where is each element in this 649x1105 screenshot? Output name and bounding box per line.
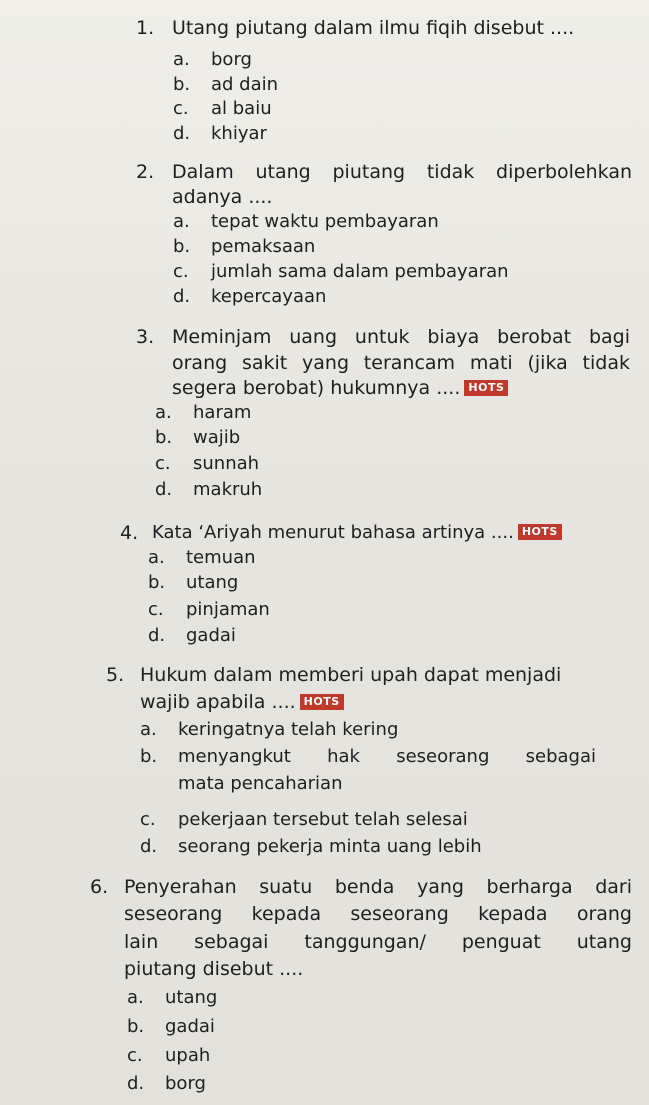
question-number: 1. <box>136 17 155 39</box>
option-text: borg <box>165 1073 206 1094</box>
option-a[interactable] <box>173 47 252 73</box>
option-d[interactable] <box>155 477 262 503</box>
question-number: 2. <box>136 161 155 183</box>
option-text: utang <box>165 987 218 1008</box>
option-d[interactable] <box>148 623 236 649</box>
option-text: makruh <box>193 479 263 500</box>
option-letter: a. <box>173 49 190 70</box>
option-letter: b. <box>127 1016 145 1037</box>
option-c[interactable] <box>173 96 272 122</box>
option-c[interactable] <box>155 451 259 477</box>
option-text: seorang pekerja minta uang lebih <box>178 836 482 857</box>
option-text: pemaksaan <box>211 236 316 257</box>
option-letter: c. <box>173 261 189 282</box>
option-letter: c. <box>140 809 156 830</box>
option-a[interactable] <box>173 209 439 235</box>
option-letter: c. <box>173 98 189 119</box>
question-text-with-badge <box>140 689 344 715</box>
option-letter: c. <box>148 599 164 620</box>
question-text: Hukum dalam memberi upah dapat menjadi <box>140 664 562 686</box>
option-b[interactable] <box>127 1014 215 1040</box>
option-c[interactable] <box>173 259 509 285</box>
option-text: gadai <box>165 1016 215 1037</box>
question-text: Meminjam uang untuk biaya berobat bagi <box>172 326 630 348</box>
option-text: kepercayaan <box>211 286 327 307</box>
option-c[interactable] <box>140 807 468 833</box>
option-letter: a. <box>173 211 190 232</box>
hots-badge: HOTS <box>464 380 508 396</box>
option-text: keringatnya telah kering <box>178 719 399 740</box>
option-text: pekerjaan tersebut telah selesai <box>178 809 468 830</box>
question-text: lain sebagai tanggungan/ penguat utang <box>124 931 632 953</box>
option-letter: d. <box>127 1073 145 1094</box>
option-b-continued: mata pencaharian <box>178 773 343 794</box>
option-d[interactable] <box>127 1071 206 1097</box>
option-letter: d. <box>140 836 158 857</box>
option-b[interactable] <box>140 744 596 770</box>
question-number: 6. <box>90 876 109 898</box>
option-text: gadai <box>186 625 236 646</box>
option-text: temuan <box>186 547 256 568</box>
hots-badge: HOTS <box>300 694 344 710</box>
option-c[interactable] <box>148 597 270 623</box>
option-text: borg <box>211 49 252 70</box>
option-text: jumlah sama dalam pembayaran <box>211 261 509 282</box>
option-letter: a. <box>155 402 172 423</box>
option-letter: a. <box>127 987 144 1008</box>
question-number: 3. <box>136 326 155 348</box>
option-text: pinjaman <box>186 599 270 620</box>
option-letter: c. <box>127 1045 143 1066</box>
question-text: wajib apabila .... <box>140 691 296 713</box>
option-letter: a. <box>148 547 165 568</box>
question-text: Kata ‘Ariyah menurut bahasa artinya .... <box>152 522 514 543</box>
option-text: ad dain <box>211 74 279 95</box>
option-c[interactable] <box>127 1043 210 1069</box>
question-text-with-badge <box>152 520 562 546</box>
option-d[interactable] <box>173 121 267 147</box>
question-number: 4. <box>120 522 139 544</box>
option-letter: b. <box>173 236 191 257</box>
option-letter: d. <box>148 625 166 646</box>
option-letter: b. <box>140 746 158 767</box>
option-a[interactable] <box>127 985 217 1011</box>
option-letter: b. <box>148 572 166 593</box>
option-letter: d. <box>173 286 191 307</box>
hots-badge: HOTS <box>518 524 562 540</box>
question-number: 5. <box>106 664 125 686</box>
question-text: piutang disebut .... <box>124 958 304 980</box>
option-a[interactable] <box>140 717 398 743</box>
question-text: adanya .... <box>172 186 273 208</box>
question-text: Dalam utang piutang tidak diperbolehkan <box>172 161 632 183</box>
option-b[interactable] <box>173 234 315 260</box>
option-a[interactable] <box>155 400 251 426</box>
option-letter: d. <box>155 479 173 500</box>
option-text: haram <box>193 402 252 423</box>
question-text: Penyerahan suatu benda yang berharga dari <box>124 876 632 898</box>
option-d[interactable] <box>173 284 326 310</box>
option-letter: c. <box>155 453 171 474</box>
question-text: orang sakit yang terancam mati (jika tidak <box>172 352 630 374</box>
option-b[interactable] <box>173 72 278 98</box>
option-letter: a. <box>140 719 157 740</box>
option-letter: d. <box>173 123 191 144</box>
question-text-with-badge <box>172 375 508 401</box>
option-text: tepat waktu pembayaran <box>211 211 439 232</box>
option-letter: b. <box>155 427 173 448</box>
option-d[interactable] <box>140 834 482 860</box>
option-b[interactable] <box>155 425 240 451</box>
question-text: segera berobat) hukumnya .... <box>172 377 461 399</box>
option-letter: b. <box>173 74 191 95</box>
option-text: menyangkut hak seseorang sebagai <box>178 746 596 767</box>
option-text: utang <box>186 572 239 593</box>
question-text: seseorang kepada seseorang kepada orang <box>124 903 632 925</box>
question-text: Utang piutang dalam ilmu fiqih disebut .... <box>172 17 575 39</box>
option-a[interactable] <box>148 545 256 571</box>
option-text: sunnah <box>193 453 260 474</box>
option-text: wajib <box>193 427 241 448</box>
option-text: upah <box>165 1045 211 1066</box>
option-text: khiyar <box>211 123 267 144</box>
option-text: al baiu <box>211 98 272 119</box>
option-b[interactable] <box>148 570 238 596</box>
